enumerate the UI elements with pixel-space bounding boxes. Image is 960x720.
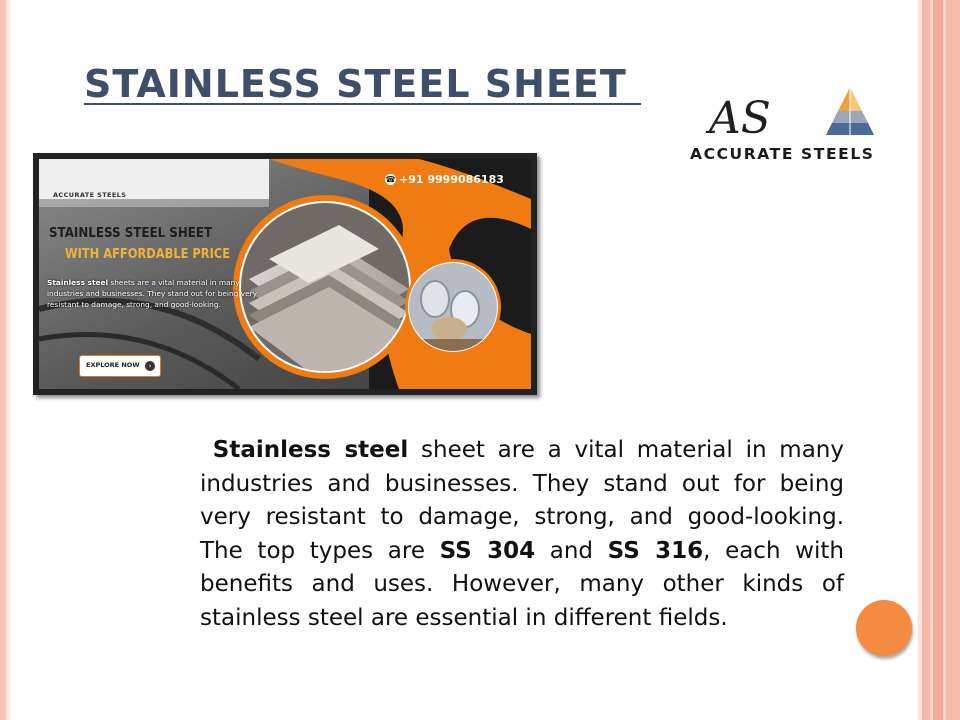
body-lead-bold: Stainless steel bbox=[212, 437, 409, 463]
right-border-stripes bbox=[918, 0, 960, 720]
banner-subheading: WITH AFFORDABLE PRICE bbox=[65, 247, 231, 262]
banner-heading: STAINLESS STEEL SHEET bbox=[49, 225, 213, 241]
banner-image bbox=[33, 153, 537, 395]
left-border-stripe bbox=[0, 0, 10, 720]
accurate-steels-logo bbox=[690, 85, 910, 170]
logo-mark-icon bbox=[690, 85, 910, 145]
slide-title: STAINLESS STEEL SHEET bbox=[84, 62, 642, 106]
banner-para-text: sheets are a vital material in many industries and businesses. They stand out for being very resistant to damage, strong, and good-looking. bbox=[47, 278, 258, 309]
body-text-2: and bbox=[535, 537, 608, 564]
chevron-right-icon: › bbox=[145, 361, 155, 371]
banner-phone-number: +91 9999086183 bbox=[399, 173, 504, 186]
phone-icon: ☎ bbox=[385, 175, 396, 184]
explore-now-label: EXPLORE NOW bbox=[86, 361, 140, 369]
body-text-3: , each with benefits and uses. However, many other kinds of stainless steel are essential in different fields. bbox=[200, 537, 844, 631]
explore-now-button[interactable] bbox=[79, 355, 161, 377]
banner-paragraph bbox=[47, 277, 259, 310]
body-paragraph bbox=[200, 434, 844, 635]
logo-monogram-text: AS bbox=[709, 93, 771, 144]
banner-para-bold: Stainless steel bbox=[47, 278, 109, 287]
logo-company-name: ACCURATE STEELS bbox=[690, 145, 875, 163]
body-type-ss316: SS 316 bbox=[607, 537, 704, 564]
body-text-1: sheet are a vital material in many industries and businesses. They stand out for being very resistant to damage, strong, and good-looking. The top types are bbox=[200, 437, 844, 564]
body-type-ss304: SS 304 bbox=[439, 537, 536, 564]
orange-circle-decoration bbox=[856, 600, 912, 656]
banner-logo-text: ACCURATE STEELS bbox=[53, 191, 127, 199]
